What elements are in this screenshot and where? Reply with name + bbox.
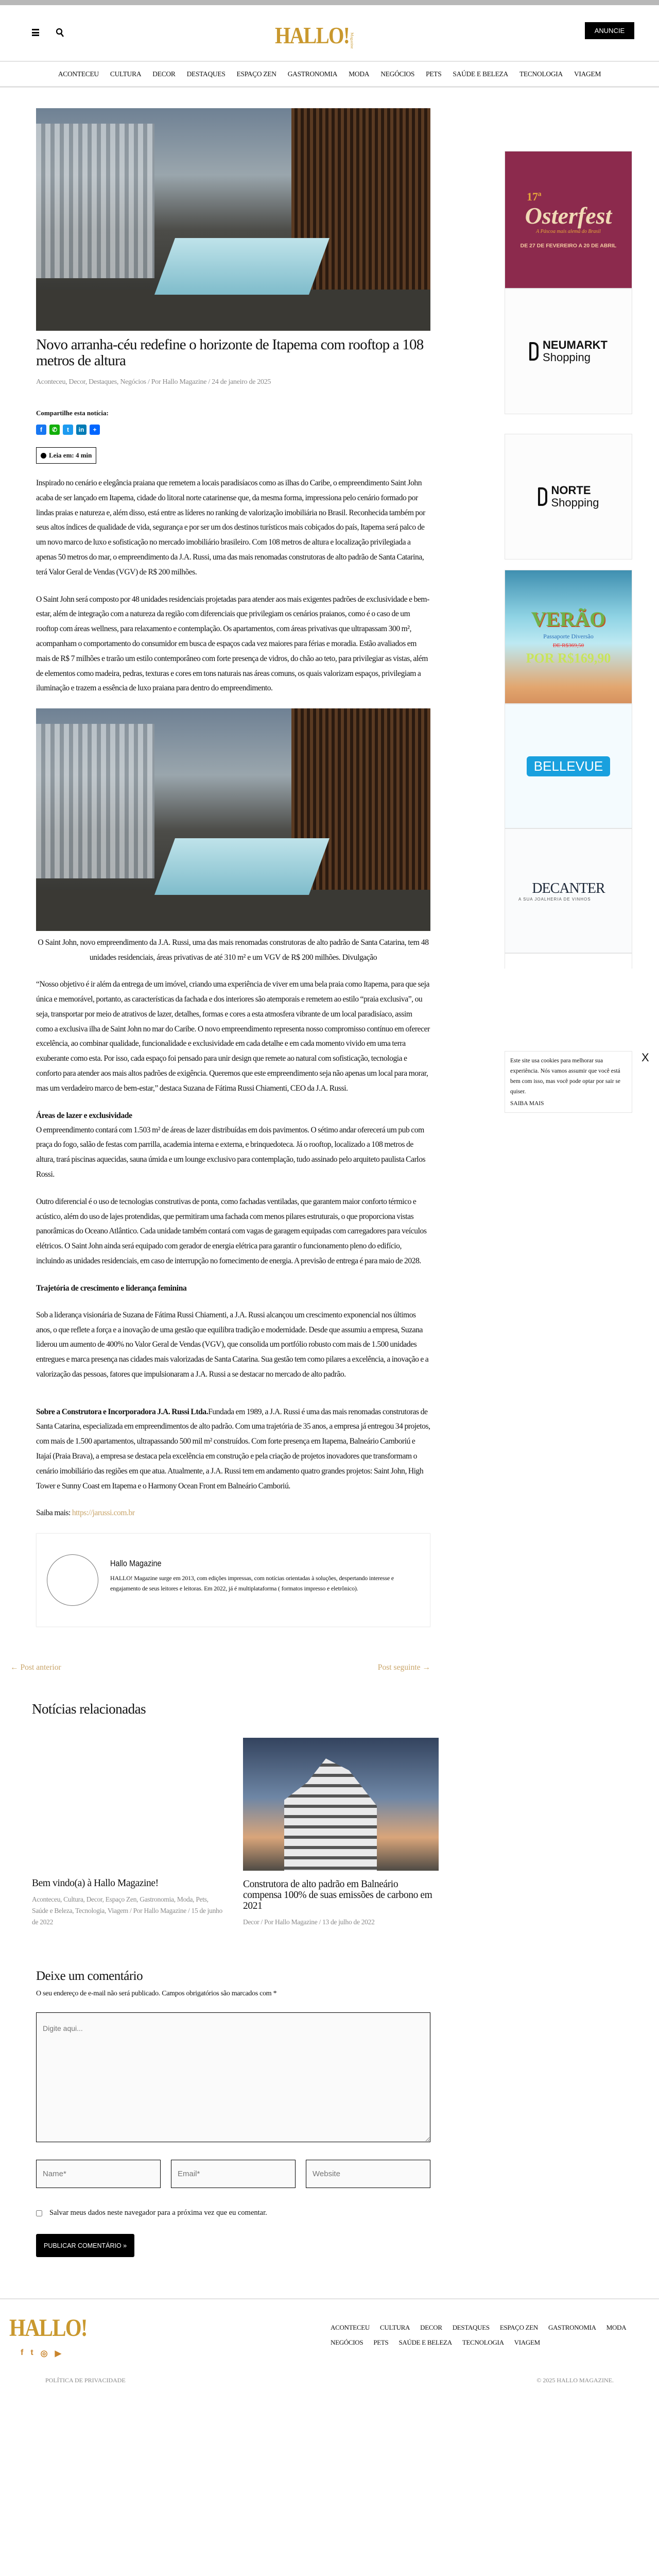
paragraph: Sobre a Construtora e Incorporadora J.A. Russi Ltda.Fundada em 1989, a J.A. Russi é uma das mais renomadas construtoras de Santa Catarina, especializada em empreendimentos de alto padrão. Com uma trajetória de 35 anos, a empresa já entregou 34 projetos, com mais de 1.500 apartamentos, ultrapassando 500 mil m² construídos. Com forte presença em Itapema, Balneário Camboriú e Itajaí (Praia Brava), a empresa se destaca pela excelência em construção e pela criação de projetos inovadores que transformam o cenário imobiliário das regiões em que atua. Atualmente, a J.A. Russi tem em andamento quatro grandes projetos: Saint John, High Tower e Sunny Coast em Itapema e o Harmony Ocean Front em Balneário Camboriú. <box>36 1407 430 1490</box>
share-label: Compartilhe esta notícia: <box>36 409 109 417</box>
footer-nav <box>331 2320 639 2350</box>
paragraph: O Saint John será composto por 48 unidades residenciais projetadas para atender aos mais exigentes padrões de exclusividade e bem-estar, além de integração com a natureza da região com diferenciais que privilegiam os cenários praianos, como é o caso de um rooftop com áreas wellness, para relaxamento e contemplação. Os apartamentos, com áreas privativas que ultrapassam 300 m², acompanham o comportamento do consumidor em busca de espaços cada vez maiores para férias e moradia. Estão avaliados em mais de R$ 7 milhões e trarão um estilo contemporâneo com forte presença de vidros, do chão ao teto, para privilegiar as vistas, além de elementos como madeira, pedras, texturas e cores em tons naturais nas áreas comuns, os quais valorizam espaços, privilegiam a iluminação e trazem a essência de luxo praiana para dentro do empreendimento. <box>36 595 429 693</box>
ad-decanter[interactable]: DECANTER A SUA JOALHERIA DE VINHOS <box>505 828 632 953</box>
youtube-icon[interactable]: ▶ <box>55 2349 61 2359</box>
shopping-logo-icon <box>538 487 547 506</box>
main-nav <box>0 61 659 88</box>
browser-top-bar <box>0 0 659 5</box>
cookie-more-link[interactable]: SAIBA MAIS <box>510 1100 544 1107</box>
nav-item-viagem[interactable]: VIAGEM <box>514 2338 540 2347</box>
ad-norte-shopping[interactable]: NORTE Shopping <box>505 434 632 560</box>
related-title[interactable]: Bem vindo(a) à Hallo Magazine! <box>32 1878 159 1889</box>
nav-item-destaques[interactable]: DESTAQUES <box>452 2324 490 2332</box>
privacy-policy-link[interactable]: POLÍTICA DE PRIVACIDADE <box>45 2377 126 2384</box>
submit-comment-button[interactable]: PUBLICAR COMENTÁRIO » <box>36 2234 134 2257</box>
whatsapp-share-icon[interactable]: ✆ <box>49 425 60 435</box>
nav-item-moda[interactable]: MODA <box>606 2324 627 2332</box>
nav-item-aconteceu[interactable]: ACONTECEU <box>58 70 99 78</box>
article-title: Novo arranha-céu redefine o horizonte de Itapema com rooftop a 108 metros de altura <box>36 336 424 369</box>
article-figure <box>36 708 430 965</box>
facebook-icon[interactable]: f <box>21 2348 24 2358</box>
nav-item-viagem[interactable]: VIAGEM <box>574 70 601 78</box>
nav-item-gastronomia[interactable]: GASTRONOMIA <box>287 70 338 78</box>
copyright: © 2025 HALLO MAGAZINE. <box>536 2377 614 2384</box>
hero-image <box>36 108 430 331</box>
sidebar-ads <box>505 151 632 969</box>
comment-form <box>36 1969 430 2257</box>
nav-item-pets[interactable]: PETS <box>373 2338 389 2347</box>
cookie-notice: Este site usa cookies para melhorar sua experiência. Nós vamos assumir que você está bem com isso, mas você pode optar por sair se quiser. SAIBA MAIS <box>505 1051 632 1113</box>
nav-item-negócios[interactable]: NEGÓCIOS <box>331 2338 363 2347</box>
related-meta: Decor / Por Hallo Magazine / 13 de julho de 2022 <box>243 1918 375 1926</box>
site-header <box>0 5 659 61</box>
instagram-icon[interactable]: ◎ <box>40 2349 48 2359</box>
paragraph: Sob a liderança visionária de Suzana de Fátima Russi Chiamenti, a J.A. Russi alcançou um crescimento exponencial nos últimos anos, o que reflete a força e a inovação de uma gestão que equilibra tradição e modernidade. Desde que assumiu a empresa, Suzana liderou um aumento de 400% no Valor Geral de Vendas (VGV), que consolida um portfólio robusto com mais de 1.500 unidades entregues e marca presença nas cidades mais valorizadas de Santa Catarina. Sua gestão tem como pilares a excelência, a inovação e a valorização das pessoas, fatores que impulsionaram a J.A. Russi a se destacar no mercado de alto padrão. <box>36 1310 429 1379</box>
social-links <box>21 2348 61 2359</box>
related-meta: Aconteceu, Cultura, Decor, Espaço Zen, Gastronomia, Moda, Pets, Saúde e Beleza, Tecnologia, Viagem / Por Hallo Magazine / 15 de junho de 2022 <box>32 1895 222 1926</box>
nav-item-decor[interactable]: DECOR <box>152 70 176 78</box>
related-posts <box>32 1701 439 1928</box>
author-box <box>36 1533 430 1627</box>
footer-logo[interactable]: HALLO! <box>9 2314 87 2342</box>
nav-item-destaques[interactable]: DESTAQUES <box>186 70 226 78</box>
save-data-option[interactable]: Salvar meus dados neste navegador para a próxima vez que eu comentar. <box>36 2209 430 2217</box>
comment-textarea[interactable] <box>36 2012 430 2142</box>
article-body <box>36 476 430 1521</box>
comment-note: O seu endereço de e-mail não será publicado. Campos obrigatórios são marcados com * <box>36 1990 277 1998</box>
nav-item-aconteceu[interactable]: ACONTECEU <box>331 2324 370 2332</box>
author-avatar <box>47 1554 98 1606</box>
next-post-link[interactable]: Post seguinte → <box>377 1663 430 1672</box>
website-input[interactable] <box>306 2160 430 2188</box>
linkedin-share-icon[interactable]: in <box>76 425 86 435</box>
clock-icon <box>41 453 46 459</box>
related-title[interactable]: Construtora de alto padrão em Balneário compensa 100% de suas emissões de carbono em 2021 <box>243 1879 432 1912</box>
twitter-share-icon[interactable]: t <box>63 425 73 435</box>
section-heading: Áreas de lazer e exclusividade <box>36 1111 132 1120</box>
share-buttons <box>36 425 430 435</box>
author-name[interactable]: Hallo Magazine <box>110 1558 162 1569</box>
menu-icon[interactable] <box>32 29 39 36</box>
anuncie-button[interactable]: ANUNCIE <box>585 22 634 39</box>
company-link[interactable]: https://jarussi.com.br <box>72 1509 135 1518</box>
nav-item-espaço-zen[interactable]: ESPAÇO ZEN <box>236 70 276 78</box>
nav-item-moda[interactable]: MODA <box>349 70 370 78</box>
paragraph: O empreendimento contará com 1.503 m² de áreas de lazer distribuídas em dois pavimentos. O sétimo andar oferecerá um pub com praça do fogo, salão de festas com parrilla, academia interna e externa, e brinquedoteca. Já o rooftop, localizado a 108 metros de altura, trará piscinas aquecidas, sauna úmida e um lounge exclusivo para contemplação, tudo assinado pelo arquiteto paulista Carlos Rossi. <box>36 1125 426 1179</box>
nav-item-cultura[interactable]: CULTURA <box>380 2324 410 2332</box>
paragraph: Outro diferencial é o uso de tecnologias construtivas de ponta, como fachadas ventiladas, que garantem maior conforto térmico e acústico, além do uso de lajes protendidas, que permitiram uma fachada com menos pilares estruturais, o que proporciona vistas panorâmicas do Oceano Atlântico. Cada unidade também contará com vagas de garagem equipadas com carregadores para veículos elétricos. O Saint John ainda será equipado com gerador de energia elétrica para garantir o funcionamento pleno do edifício, incluindo as unidades residenciais, em caso de interrupção no fornecimento de energia. A previsão de entrega é para maio de 2028. <box>36 1197 427 1265</box>
site-logo[interactable]: HALLO! Magazine <box>275 22 354 49</box>
previous-post-link[interactable]: ← Post anterior <box>10 1663 61 1672</box>
site-footer <box>0 2298 659 2401</box>
author-bio: HALLO! Magazine surge em 2013, com edições impressas, com notícias orientadas à soluções, despertando interesse e engajamento de seus leitores e leitoras. Em 2022, já é multiplataforma ( formatos impresso e eletrônico). <box>110 1574 394 1592</box>
saiba-mais: Saiba mais: https://jarussi.com.br <box>36 1509 135 1518</box>
nav-item-pets[interactable]: PETS <box>426 70 442 78</box>
article-image <box>36 708 430 931</box>
nav-item-espaço-zen[interactable]: ESPAÇO ZEN <box>499 2324 538 2332</box>
nav-item-tecnologia[interactable]: TECNOLOGIA <box>519 70 563 78</box>
page-content <box>0 88 659 2257</box>
nav-item-saúde-e-beleza[interactable]: SAÚDE E BELEZA <box>398 2338 452 2347</box>
facebook-share-icon[interactable]: f <box>36 425 46 435</box>
paragraph: Inspirado no cenário e elegância praiana que remetem a locais paradisíacos como as ilhas do Caribe, o empreendimento Saint John acaba de ser lançado em Itapema, cidade do litoral norte catarinense que, da mesma forma, impressiona pelo cenário formado por lindas praias e natureza e, além disso, está entre as líderes no ranking de valorização imobiliária no Brasil. Reconhecida também por seus altos índices de qualidade de vida, segurança e por ser um dos destinos turísticos mais cobiçados do país, Itapema será palco de um novo marco de luxo e sofisticação no mercado imobiliário brasileiro. Com 108 metros de altura e localização privilegiada a apenas 50 metros do mar, o empreendimento da J.A. Russi, uma das mais renomadas construtoras de alto padrão de Santa Catarina, terá Valor Geral de Vendas (VGV) de R$ 200 milhões. <box>36 479 425 577</box>
related-heading: Notícias relacionadas <box>32 1701 146 1717</box>
ad-slot <box>505 953 632 969</box>
ad-verao[interactable]: VERÃO Passaporte Diversão DE R$369,50 POR R$169,90 <box>505 570 632 704</box>
nav-item-negócios[interactable]: NEGÓCIOS <box>380 70 415 78</box>
related-card[interactable] <box>243 1738 439 1928</box>
read-time-badge: Leia em: 4 min <box>36 447 96 464</box>
image-caption: O Saint John, novo empreendimento da J.A. Russi, uma das mais renomadas construtoras de alto padrão de Santa Catarina, tem 48 unidades residenciais, áreas privativas de até 310 m² e um VGV de R$ 200 milhões. Divulgação <box>38 938 429 962</box>
name-input[interactable] <box>36 2160 161 2188</box>
nav-item-gastronomia[interactable]: GASTRONOMIA <box>548 2324 596 2332</box>
email-input[interactable] <box>171 2160 296 2188</box>
twitter-icon[interactable]: t <box>30 2348 33 2358</box>
section-heading: Trajetória de crescimento e liderança feminina <box>36 1283 187 1293</box>
article <box>36 88 430 1627</box>
ad-bellevue[interactable]: BELLEVUE <box>505 704 632 828</box>
ad-osterfest[interactable]: 17ª Osterfest A Páscoa mais alemã do Brasil DE 27 DE FEVEREIRO A 20 DE ABRIL <box>505 151 632 289</box>
post-navigation <box>10 1663 430 1672</box>
nav-item-tecnologia[interactable]: TECNOLOGIA <box>462 2338 504 2347</box>
share-share-icon[interactable]: + <box>90 425 100 435</box>
article-meta: Aconteceu, Decor, Destaques, Negócios / Por Hallo Magazine / 24 de janeiro de 2025 <box>36 378 271 386</box>
nav-item-cultura[interactable]: CULTURA <box>110 70 142 78</box>
nav-item-saúde-e-beleza[interactable]: SAÚDE E BELEZA <box>453 70 508 78</box>
close-icon[interactable]: X <box>641 1051 649 1064</box>
save-data-checkbox[interactable] <box>36 2210 42 2217</box>
nav-item-decor[interactable]: DECOR <box>420 2324 442 2332</box>
related-image[interactable] <box>243 1738 439 1871</box>
ad-neumarkt[interactable]: NEUMARKT Shopping <box>505 289 632 414</box>
search-icon[interactable] <box>56 28 65 38</box>
comment-heading: Deixe um comentário <box>36 1969 143 1984</box>
related-card[interactable] <box>32 1870 226 1928</box>
paragraph: “Nosso objetivo é ir além da entrega de um imóvel, criando uma experiência de viver em uma bela praia como Itapema, para que seja única e memorável, portanto, as características da fachada e dos interiores são atemporais e remetem ao estilo “praia exclusiva”, ou seja, transportar por meio de atrativos de lazer, detalhes, formas e cores a esta atmosfera vibrante de um local paradisíaco, assim como a exclusiva ilha de Saint John no mar do Caribe. O novo empreendimento representa nosso compromisso contínuo em oferecer excelência, ao combinar qualidade, funcionalidade e exclusividade em cada detalhe e em cada momento vivido em uma terra exuberante como esta. Por isso, cada espaço foi pensado para unir design que remete ao natural com sofisticação, tecnologia e conforto para atender aos mais altos padrões de exigência. Queremos que este empreendimento seja não apenas um local para morar, mas um verdadeiro marco de bem-estar,” destaca Suzana de Fátima Russi Chiamenti, CEO da J.A. Russi. <box>36 980 430 1093</box>
shopping-logo-icon <box>529 342 539 361</box>
